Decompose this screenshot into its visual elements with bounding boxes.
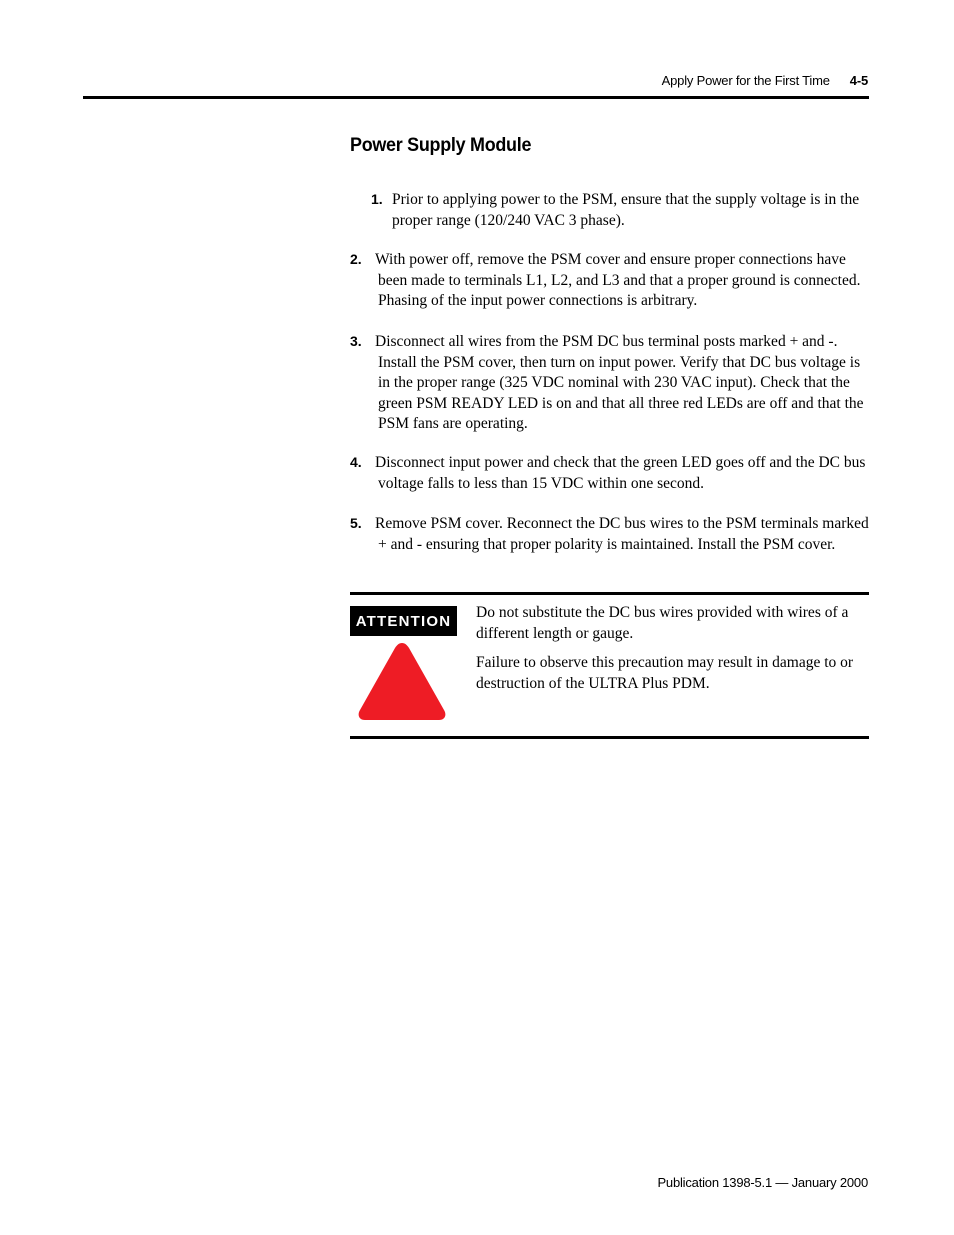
attention-paragraph-2: Failure to observe this precaution may result in damage to or destruction of the ULTRA Plus PDM. [476,654,854,692]
header-rule [83,96,869,99]
step-text: With power off, remove the PSM cover and ensure proper connections have been made to terminals L1, L2, and L3 and that a proper ground is connected. Phasing of the input power connections is arbitrary. [375,251,861,309]
step-number: 5. [350,515,362,531]
step-number: 2. [350,251,362,267]
step-5 [350,513,869,555]
attention-bottom-rule [350,736,869,739]
attention-badge: ATTENTION [350,606,457,636]
step-2 [350,249,869,312]
attention-paragraph-1: Do not substitute the DC bus wires provided with wires of a different length or gauge. [476,604,849,642]
warning-triangle-icon [357,640,447,722]
step-1 [371,189,869,231]
step-text: Remove PSM cover. Reconnect the DC bus wires to the PSM terminals marked + and - ensuring that proper polarity is maintained. Install the PSM cover. [375,515,869,553]
step-3 [350,331,869,435]
step-number: 3. [350,333,362,349]
attention-top-rule [350,592,869,595]
step-text: Disconnect all wires from the PSM DC bus terminal posts marked + and -. Install the PSM cover, then turn on input power. Verify that DC bus voltage is in the proper range (325 VDC nominal with 230 VAC input). Check that the green PSM READY LED is on and that all three red LEDs are off and that the PSM fans are operating. [375,333,864,432]
section-title: Power Supply Module [350,134,532,156]
step-number: 1. [371,191,383,207]
step-text: Prior to applying power to the PSM, ensure that the supply voltage is in the proper range (120/240 VAC 3 phase). [392,191,860,229]
footer-publication: Publication 1398-5.1 — January 2000 [657,1175,868,1190]
chapter-title: Apply Power for the First Time [661,73,830,88]
page-number: 4-5 [849,73,868,88]
step-4 [350,452,869,494]
step-number: 4. [350,454,362,470]
running-header [662,73,868,88]
step-text: Disconnect input power and check that the green LED goes off and the DC bus voltage falls to less than 15 VDC within one second. [375,454,866,492]
